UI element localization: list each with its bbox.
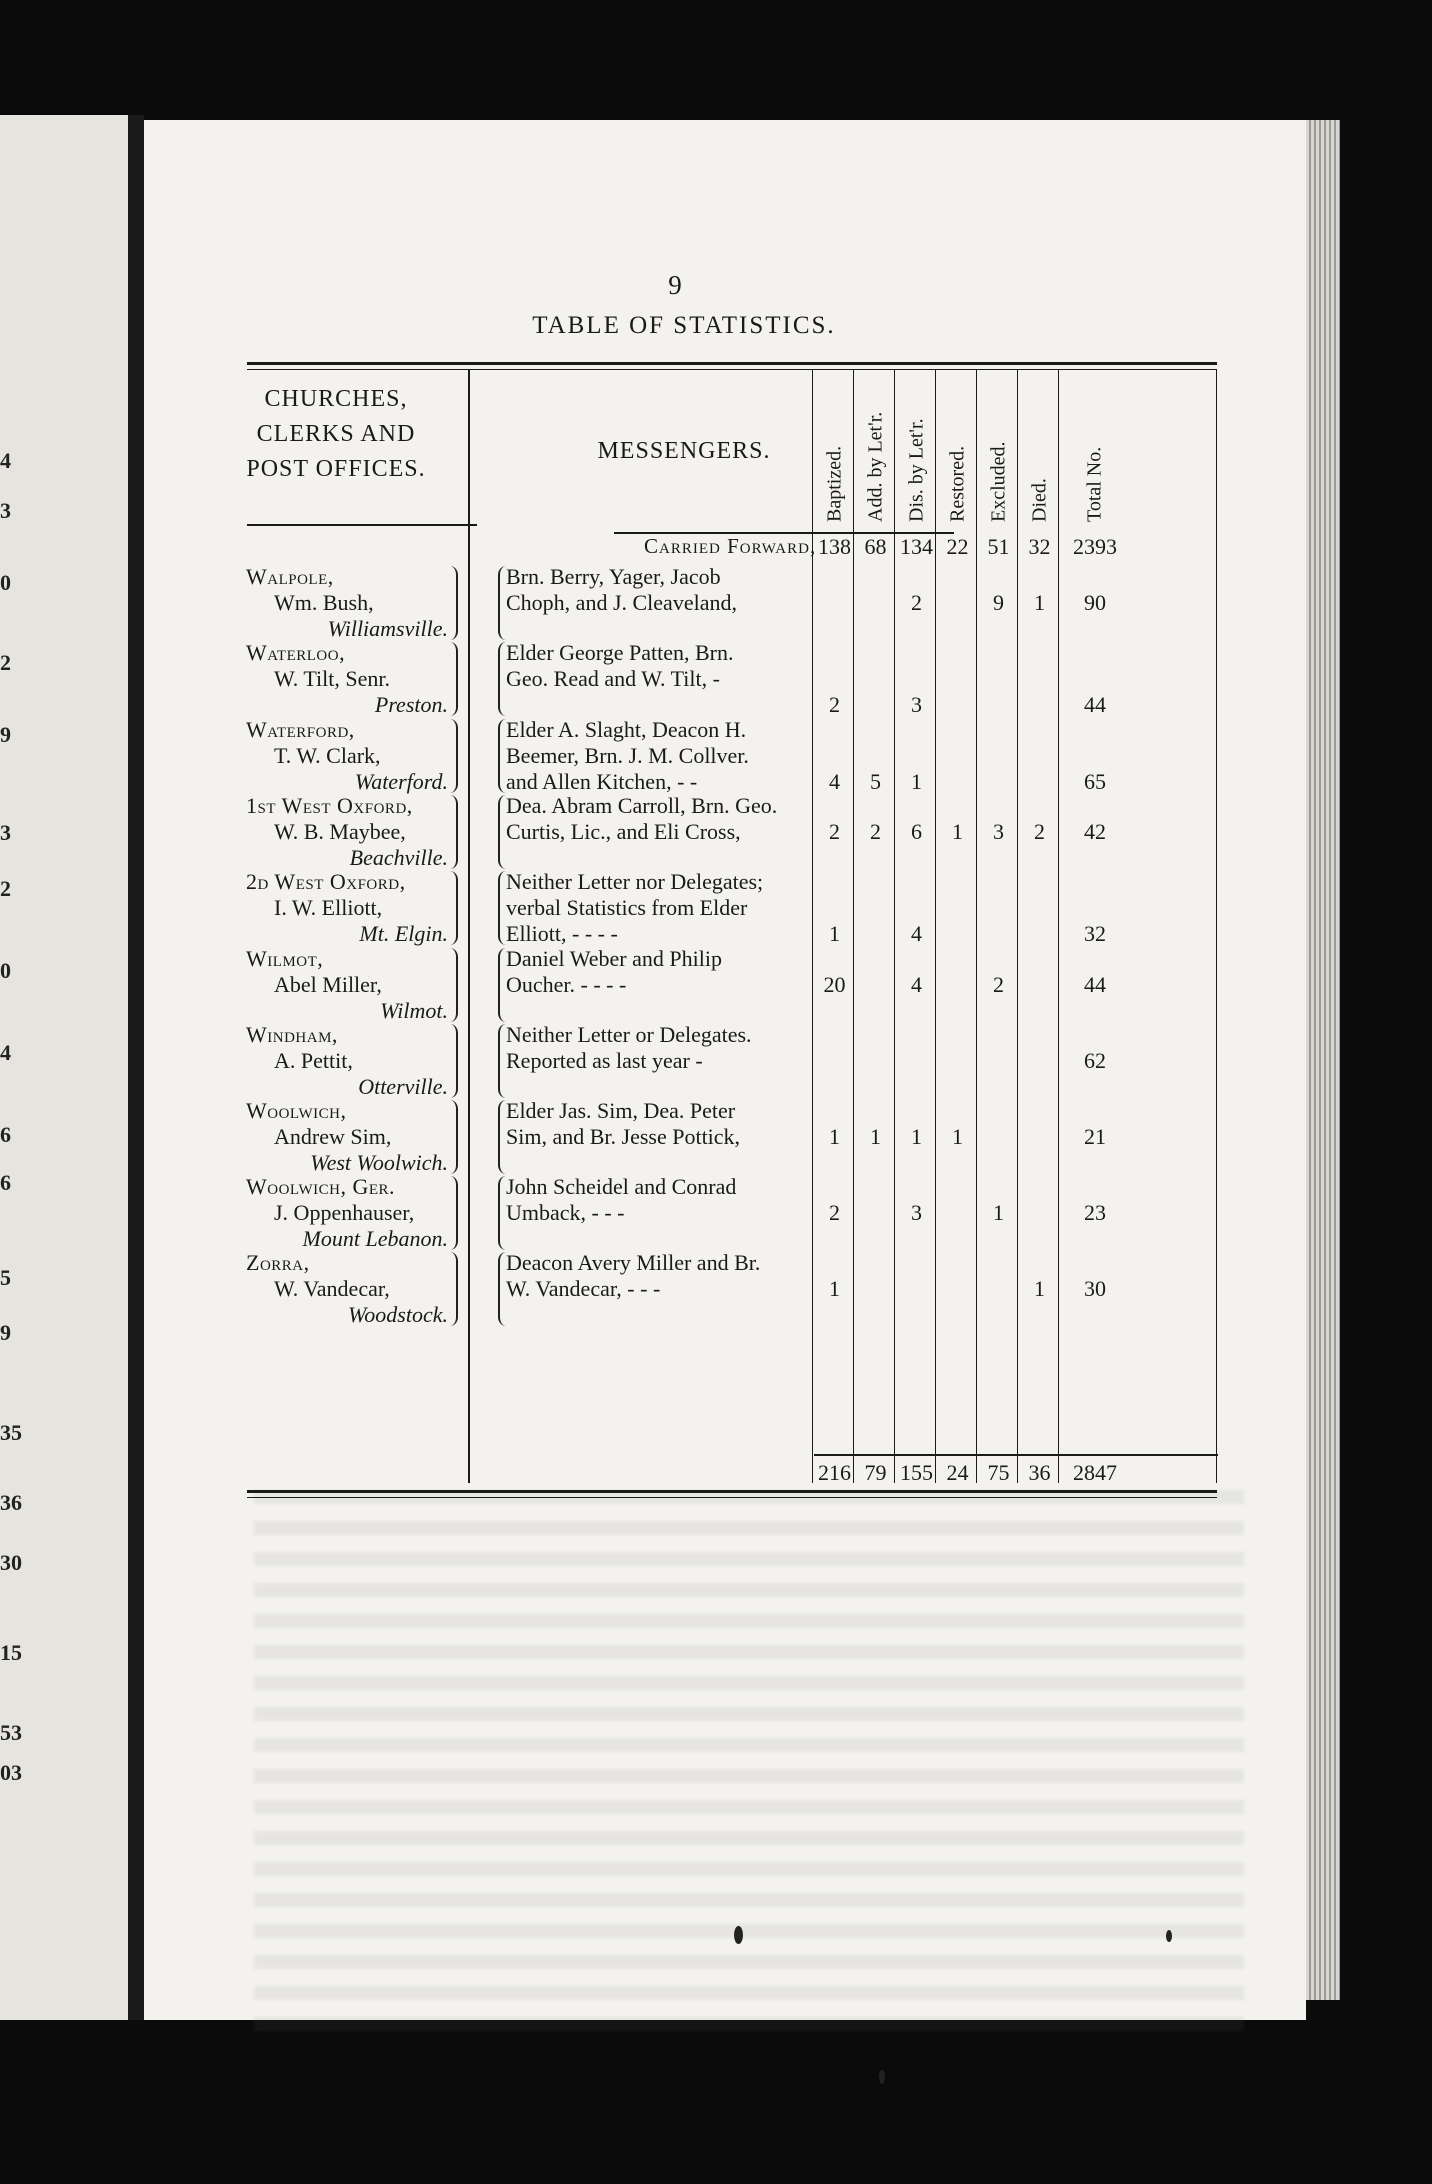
- post-office: Williamsville.: [327, 616, 448, 641]
- church-entry: [246, 869, 456, 947]
- messenger-line: Sim, and Br. Jesse Pottick,: [506, 1124, 741, 1149]
- facing-page-number: 4: [0, 448, 11, 473]
- facing-page-number: 6: [0, 1122, 11, 1147]
- right-brace: [442, 1024, 458, 1098]
- right-brace: [442, 948, 458, 1022]
- facing-page-number: 4: [0, 1040, 11, 1065]
- right-brace: [442, 1100, 458, 1174]
- facing-page-number: 3: [0, 820, 11, 845]
- total-value: 2847: [1073, 1460, 1117, 1485]
- church-name: Windham,: [246, 1022, 338, 1047]
- clerk-name: Wm. Bush,: [274, 590, 374, 615]
- post-office: Beachville.: [349, 845, 448, 870]
- facing-page-number: 0: [0, 958, 11, 983]
- right-brace: [442, 871, 458, 945]
- column-header: [1077, 372, 1113, 522]
- church-entry: [246, 793, 456, 871]
- table-title: TABLE OF STATISTICS.: [532, 312, 836, 339]
- right-brace: [442, 1176, 458, 1250]
- row-value: 4: [911, 921, 922, 946]
- row-value: 1: [829, 1124, 840, 1149]
- facing-page-number: 30: [0, 1550, 22, 1575]
- messengers: [506, 1022, 806, 1074]
- header-messengers: MESSENGERS.: [597, 438, 771, 464]
- messenger-line: Geo. Read and W. Tilt, -: [506, 666, 720, 691]
- clerk-name: W. B. Maybee,: [274, 819, 406, 844]
- row-value: 90: [1084, 590, 1106, 615]
- church-entry: [246, 564, 456, 642]
- right-brace: [442, 642, 458, 716]
- divider-churches: [468, 370, 470, 1483]
- messenger-line: Elliott, - - - -: [506, 921, 618, 946]
- ink-speck: [879, 2070, 885, 2084]
- church-name: Zorra,: [246, 1250, 310, 1275]
- right-brace: [442, 719, 458, 793]
- column-divider: [1216, 370, 1217, 1483]
- carried-forward-value: 138: [818, 534, 851, 559]
- facing-page-number: 0: [0, 570, 11, 595]
- messenger-line: Curtis, Lic., and Eli Cross,: [506, 819, 741, 844]
- church-name: Woolwich, Ger.: [246, 1174, 396, 1199]
- column-header-text: Add. by Let'r.: [864, 411, 886, 522]
- facing-page-number: 3: [0, 498, 11, 523]
- row-value: 2: [829, 1200, 840, 1225]
- facing-page-number: 2: [0, 650, 11, 675]
- church-name: Wilmot,: [246, 946, 324, 971]
- row-value: 5: [870, 769, 881, 794]
- messenger-line: verbal Statistics from Elder: [506, 895, 748, 920]
- total-value: 36: [1028, 1460, 1051, 1485]
- row-value: 1: [1034, 1276, 1045, 1301]
- carried-forward-value: 2393: [1073, 534, 1117, 559]
- row-value: 65: [1084, 769, 1106, 794]
- row-value: 20: [823, 972, 846, 997]
- messenger-line: Umback, - - -: [506, 1200, 625, 1225]
- bottom-rule-thin: [247, 1497, 1217, 1498]
- messenger-line: Daniel Weber and Philip: [506, 946, 722, 971]
- clerk-name: Abel Miller,: [274, 972, 382, 997]
- messenger-line: Beemer, Brn. J. M. Collver.: [506, 743, 749, 768]
- messenger-line: Oucher. - - - -: [506, 972, 627, 997]
- row-value: 23: [1084, 1200, 1106, 1225]
- row-value: 2: [911, 590, 922, 615]
- right-brace: [442, 566, 458, 640]
- row-value: 3: [993, 819, 1004, 844]
- messengers: [506, 1098, 806, 1150]
- messenger-line: and Allen Kitchen, - -: [506, 769, 698, 794]
- church-entry: [246, 1022, 456, 1100]
- column-header-text: Excluded.: [987, 441, 1009, 522]
- row-value: 1: [1034, 590, 1045, 615]
- row-value: 62: [1084, 1048, 1106, 1073]
- facing-page-number: 9: [0, 1320, 11, 1345]
- row-value: 2: [870, 819, 881, 844]
- column-header: [1022, 372, 1058, 522]
- total-value: 79: [864, 1460, 887, 1485]
- post-office: Mount Lebanon.: [302, 1226, 448, 1251]
- row-value: 1: [829, 1276, 840, 1301]
- messenger-line: W. Vandecar, - - -: [506, 1276, 661, 1301]
- row-value: 44: [1084, 692, 1106, 717]
- bleed-through-text: [254, 1490, 1244, 2035]
- row-value: 4: [911, 972, 922, 997]
- total-value: 24: [946, 1460, 969, 1485]
- row-value: 6: [911, 819, 922, 844]
- page-stack-edge: [1306, 120, 1340, 2000]
- row-value: 2: [829, 819, 840, 844]
- carried-forward-label: Carried Forward,: [644, 534, 817, 558]
- church-entry: [246, 1250, 456, 1328]
- church-name: Woolwich,: [246, 1098, 347, 1123]
- messengers: [506, 793, 806, 845]
- church-entry: [246, 1174, 456, 1252]
- post-office: Waterford.: [354, 769, 448, 794]
- post-office: Woodstock.: [347, 1302, 448, 1327]
- row-value: 1: [911, 1124, 922, 1149]
- clerk-name: T. W. Clark,: [274, 743, 381, 768]
- column-header-text: Dis. by Let'r.: [905, 418, 927, 522]
- messengers: [506, 1174, 806, 1226]
- facing-page-number: 2: [0, 876, 11, 901]
- row-value: 32: [1084, 921, 1106, 946]
- row-value: 1: [952, 819, 963, 844]
- messenger-line: John Scheidel and Conrad: [506, 1174, 737, 1199]
- clerk-name: W. Vandecar,: [274, 1276, 390, 1301]
- ink-speck: [734, 1926, 743, 1944]
- row-value: 21: [1084, 1124, 1106, 1149]
- row-value: 2: [829, 692, 840, 717]
- row-value: 1: [952, 1124, 963, 1149]
- messenger-line: Elder Jas. Sim, Dea. Peter: [506, 1098, 736, 1123]
- row-value: 42: [1084, 819, 1106, 844]
- book-gutter: [128, 115, 144, 2020]
- column-header: [899, 372, 935, 522]
- messengers: [506, 946, 806, 998]
- messengers: [506, 717, 806, 795]
- church-entry: [246, 717, 456, 795]
- church-name: Walpole,: [246, 564, 334, 589]
- clerk-name: I. W. Elliott,: [274, 895, 383, 920]
- messenger-line: Deacon Avery Miller and Br.: [506, 1250, 761, 1275]
- column-header: [817, 372, 853, 522]
- total-value: 155: [900, 1460, 933, 1485]
- post-office: Wilmot.: [380, 998, 448, 1023]
- top-rule-thin: [247, 369, 1217, 370]
- header-churches-line: CLERKS AND: [256, 421, 416, 447]
- row-value: 2: [993, 972, 1004, 997]
- row-value: 30: [1084, 1276, 1106, 1301]
- carried-forward-value: 22: [946, 534, 969, 559]
- church-name: 1st West Oxford,: [246, 793, 413, 818]
- row-value: 1: [911, 769, 922, 794]
- ink-speck: [1166, 1930, 1172, 1942]
- messenger-line: Choph, and J. Cleaveland,: [506, 590, 737, 615]
- clerk-name: Andrew Sim,: [274, 1124, 392, 1149]
- row-value: 2: [1034, 819, 1045, 844]
- church-entry: [246, 640, 456, 718]
- column-header: [981, 372, 1017, 522]
- document-page: [144, 120, 1306, 2020]
- church-name: Waterford,: [246, 717, 355, 742]
- row-value: 9: [993, 590, 1004, 615]
- messenger-line: Dea. Abram Carroll, Brn. Geo.: [506, 793, 778, 818]
- row-value: 44: [1084, 972, 1106, 997]
- messenger-line: Neither Letter or Delegates.: [506, 1022, 752, 1047]
- church-entry: [246, 946, 456, 1024]
- facing-page-number: 9: [0, 722, 11, 747]
- column-header: [858, 372, 894, 522]
- post-office: Mt. Elgin.: [359, 921, 448, 946]
- facing-page-number: 53: [0, 1720, 22, 1745]
- carried-forward-value: 134: [900, 534, 933, 559]
- messengers: [506, 564, 806, 616]
- messenger-line: Elder A. Slaght, Deacon H.: [506, 717, 747, 742]
- facing-page-number: 5: [0, 1265, 11, 1290]
- facing-page-number: 15: [0, 1640, 22, 1665]
- row-value: 4: [829, 769, 840, 794]
- total-value: 216: [818, 1460, 851, 1485]
- top-rule: [247, 362, 1217, 365]
- clerk-name: J. Oppenhauser,: [274, 1200, 415, 1225]
- header-churches-line: POST OFFICES.: [246, 456, 426, 482]
- bottom-rule: [247, 1490, 1217, 1493]
- right-brace: [442, 1252, 458, 1326]
- carried-forward-value: 68: [864, 534, 887, 559]
- row-value: 1: [870, 1124, 881, 1149]
- facing-page: [0, 115, 128, 2020]
- column-header-text: Restored.: [946, 445, 968, 522]
- messengers: [506, 1250, 806, 1302]
- facing-page-number: 36: [0, 1490, 22, 1515]
- right-brace: [442, 795, 458, 869]
- messenger-line: Elder George Patten, Brn.: [506, 640, 734, 665]
- messenger-line: Neither Letter nor Delegates;: [506, 869, 764, 894]
- messenger-line: Brn. Berry, Yager, Jacob: [506, 564, 721, 589]
- clerk-name: W. Tilt, Senr.: [274, 666, 390, 691]
- column-header-text: Died.: [1028, 478, 1050, 522]
- clerk-name: A. Pettit,: [274, 1048, 353, 1073]
- header-underline: [247, 524, 477, 526]
- carried-forward-value: 32: [1028, 534, 1051, 559]
- header-churches: [236, 382, 436, 487]
- church-name: Waterloo,: [246, 640, 346, 665]
- header-churches-line: CHURCHES,: [264, 386, 408, 412]
- row-value: 1: [993, 1200, 1004, 1225]
- page-number: 9: [668, 270, 682, 300]
- column-header-text: Total No.: [1083, 446, 1106, 522]
- column-header-text: Baptized.: [823, 445, 845, 522]
- row-value: 3: [911, 692, 922, 717]
- total-value: 75: [987, 1460, 1010, 1485]
- church-entry: [246, 1098, 456, 1176]
- facing-page-number: 03: [0, 1760, 22, 1785]
- post-office: Preston.: [374, 692, 448, 717]
- carried-forward-value: 51: [987, 534, 1010, 559]
- messenger-line: Reported as last year -: [506, 1048, 703, 1073]
- post-office: Otterville.: [358, 1074, 448, 1099]
- messengers: [506, 640, 806, 692]
- row-value: 3: [911, 1200, 922, 1225]
- totals-rule: [814, 1454, 1218, 1456]
- facing-page-number: 6: [0, 1170, 11, 1195]
- facing-page-number: 35: [0, 1420, 22, 1445]
- messengers: [506, 869, 806, 947]
- church-name: 2d West Oxford,: [246, 869, 406, 894]
- row-value: 1: [829, 921, 840, 946]
- post-office: West Woolwich.: [310, 1150, 448, 1175]
- column-header: [940, 372, 976, 522]
